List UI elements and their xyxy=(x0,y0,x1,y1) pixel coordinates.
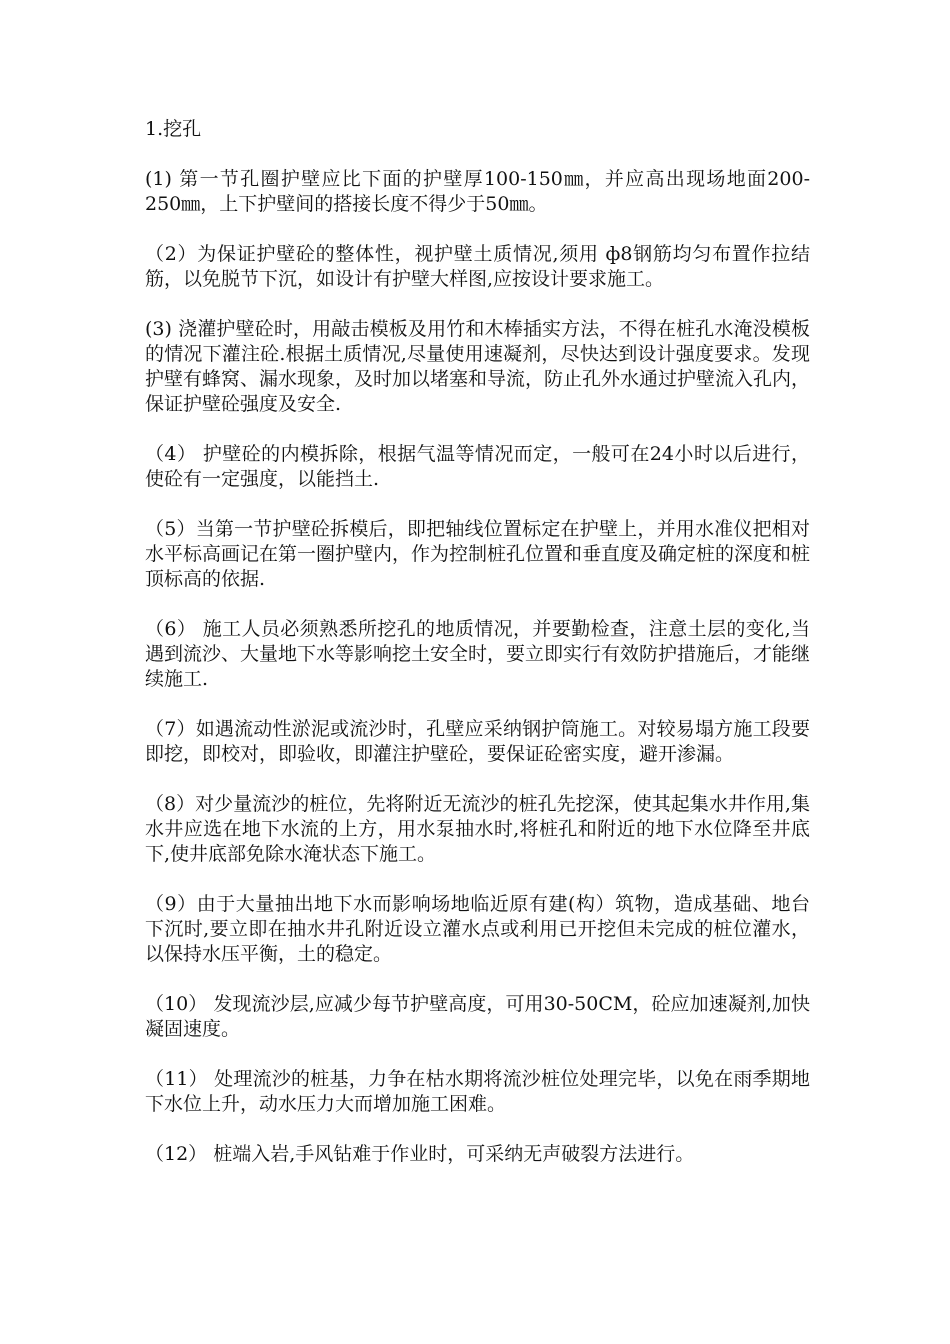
paragraph-10: （10） 发现流沙层,应减少每节护壁高度，可用30-50CM，砼应加速凝剂,加快凝固速度。 xyxy=(145,993,810,1040)
document-body xyxy=(145,117,810,1192)
paragraph-3: (3) 浇灌护壁砼时，用敲击模板及用竹和木棒插实方法，不得在桩孔水淹没模板的情况下灌注砼.根据土质情况,尽量使用速凝剂，尽快达到设计强度要求。发现护壁有蜂窝、漏水现象，及时加以堵塞和导流，防止孔外水通过护壁流入孔内，保证护壁砼强度及安全. xyxy=(145,318,811,415)
paragraph-2: （2）为保证护壁砼的整体性，视护壁土质情况,须用 ф8钢筋均匀布置作拉结筋，以免脱节下沉，如设计有护壁大样图,应按设计要求施工。 xyxy=(145,243,810,290)
paragraph-12: （12） 桩端入岩,手风钻难于作业时，可采纳无声破裂方法进行。 xyxy=(145,1143,695,1165)
paragraph-9: （9）由于大量抽出地下水而影响场地临近原有建(构）筑物，造成基础、地台下沉时,要立即在抽水井孔附近设立灌水点或利用已开挖但未完成的桩位灌水，以保持水压平衡，土的稳定。 xyxy=(145,893,810,965)
section-heading: 1.挖孔 xyxy=(145,118,202,140)
paragraph-11: （11） 处理流沙的桩基，力争在枯水期将流沙桩位处理完毕，以免在雨季期地下水位上升，动水压力大而增加施工困难。 xyxy=(145,1068,810,1115)
paragraph-6: （6） 施工人员必须熟悉所挖孔的地质情况，并要勤检查，注意土层的变化,当遇到流沙、大量地下水等影响挖土安全时，要立即实行有效防护措施后，才能继续施工. xyxy=(145,618,811,690)
paragraph-8: （8）对少量流沙的桩位，先将附近无流沙的桩孔先挖深，使其起集水井作用,集水井应选在地下水流的上方，用水泵抽水时,将桩孔和附近的地下水位降至井底下,使井底部免除水淹状态下施工。 xyxy=(145,793,810,865)
paragraph-1: (1) 第一节孔圈护壁应比下面的护壁厚100-150㎜，并应高出现场地面200-250㎜，上下护壁间的搭接长度不得少于50㎜。 xyxy=(145,168,810,215)
paragraph-5: （5）当第一节护壁砼拆模后，即把轴线位置标定在护壁上，并用水准仪把相对水平标高画记在第一圈护壁内，作为控制桩孔位置和垂直度及确定桩的深度和桩顶标高的依据. xyxy=(145,518,811,590)
paragraph-4: （4） 护壁砼的内模拆除，根据气温等情况而定，一般可在24小时以后进行，使砼有一定强度，以能挡土. xyxy=(145,443,810,490)
paragraph-7: （7）如遇流动性淤泥或流沙时，孔壁应采纳钢护筒施工。对较易塌方施工段要即挖，即校对，即验收，即灌注护壁砼，要保证砼密实度，避开渗漏。 xyxy=(145,718,810,765)
